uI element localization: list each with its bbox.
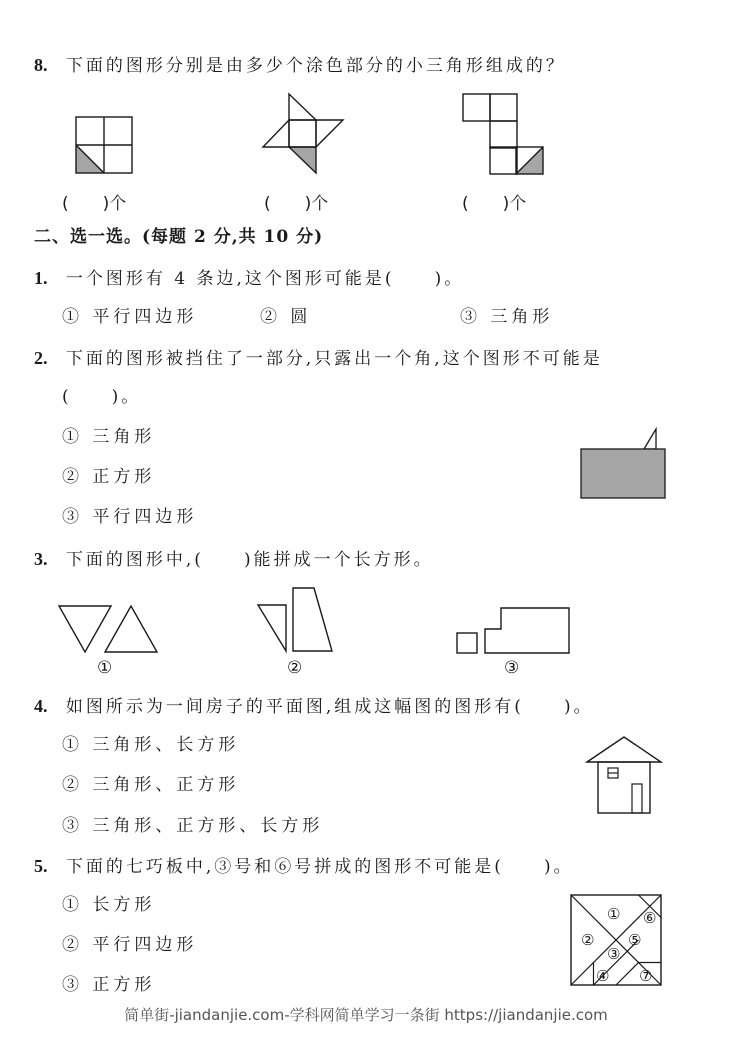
tangram-label-1: ① <box>607 905 621 923</box>
q1-option-2[interactable]: ② 圆 <box>260 307 312 327</box>
q4-question <box>34 695 594 718</box>
q3-label-2: ② <box>287 658 303 678</box>
q4-option-3[interactable]: ③ 三角形、正方形、长方形 <box>62 816 324 836</box>
q3-option-2-figure <box>257 587 333 653</box>
q3-label-3: ③ <box>504 658 520 678</box>
q8-figure-1 <box>76 117 132 173</box>
q1-number: 1. <box>34 268 48 288</box>
tangram-label-4: ④ <box>596 967 610 985</box>
q8-text: 下面的图形分别是由多少个涂色部分的小三角形组成的？ <box>65 56 566 76</box>
q4-house-figure <box>586 736 662 814</box>
q3-label-1: ① <box>97 658 113 678</box>
footer-watermark: 简单街-jiandanjie.com-学科网简单学习一条街 https://jiandanjie.com <box>124 1006 608 1024</box>
q8-question <box>34 54 566 77</box>
q3-number: 3. <box>34 549 48 569</box>
q5-option-3[interactable]: ③ 正方形 <box>62 975 156 995</box>
q2-hidden-shape-figure <box>580 427 666 499</box>
q3-question <box>34 548 434 571</box>
q2-question <box>34 347 603 370</box>
q2-option-1[interactable]: ① 三角形 <box>62 427 156 447</box>
q4-number: 4. <box>34 696 48 716</box>
q8-number: 8. <box>34 55 48 75</box>
q8-answer-1[interactable]: ( )个 <box>62 194 127 214</box>
q5-text: 下面的七巧板中,③号和⑥号拼成的图形不可能是( )。 <box>65 857 574 877</box>
q2-text-continued: ( )。 <box>62 387 142 407</box>
q3-option-3-figure <box>456 607 572 655</box>
q5-question <box>34 855 574 878</box>
q8-answer-3[interactable]: ( )个 <box>462 194 527 214</box>
q5-number: 5. <box>34 856 48 876</box>
q8-figure-3 <box>462 93 544 175</box>
q1-text: 一个图形有 4 条边,这个图形可能是( )。 <box>65 269 465 289</box>
q4-option-1[interactable]: ① 三角形、长方形 <box>62 735 240 755</box>
q2-option-2[interactable]: ② 正方形 <box>62 467 156 487</box>
q5-option-2[interactable]: ② 平行四边形 <box>62 935 198 955</box>
q3-text: 下面的图形中,( )能拼成一个长方形。 <box>65 550 434 570</box>
q4-option-2[interactable]: ② 三角形、正方形 <box>62 775 240 795</box>
q5-option-1[interactable]: ① 长方形 <box>62 895 156 915</box>
tangram-label-5: ⑤ <box>628 931 642 949</box>
q2-number: 2. <box>34 348 48 368</box>
q2-text: 下面的图形被挡住了一部分,只露出一个角,这个图形不可能是 <box>65 349 603 369</box>
q8-answer-2[interactable]: ( )个 <box>264 194 329 214</box>
tangram-label-7: ⑦ <box>639 967 653 985</box>
tangram-label-2: ② <box>581 931 595 949</box>
q3-option-1-figure <box>58 605 158 653</box>
q1-option-1[interactable]: ① 平行四边形 <box>62 307 198 327</box>
tangram-label-3: ③ <box>607 945 621 963</box>
tangram-label-6: ⑥ <box>643 909 657 927</box>
q2-option-3[interactable]: ③ 平行四边形 <box>62 507 198 527</box>
q1-option-3[interactable]: ③ 三角形 <box>460 307 554 327</box>
q8-figure-2 <box>262 93 344 175</box>
q4-text: 如图所示为一间房子的平面图,组成这幅图的图形有( )。 <box>65 697 594 717</box>
section-title: 二、选一选。(每题 2 分,共 10 分) <box>34 227 324 247</box>
q1-question <box>34 267 464 290</box>
